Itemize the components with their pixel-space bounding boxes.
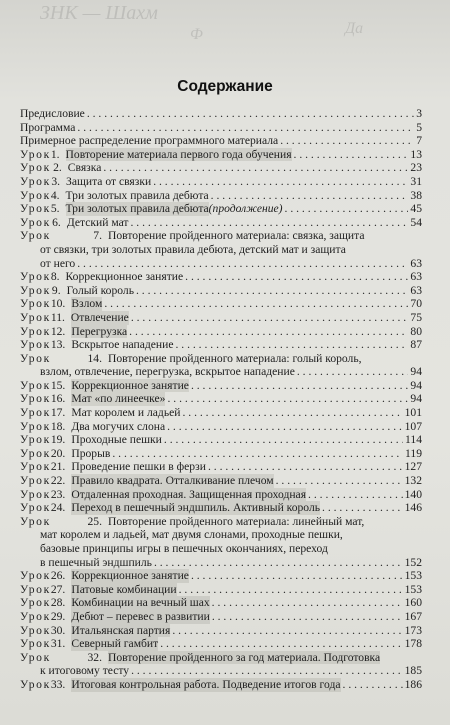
dot-leader — [280, 134, 414, 148]
entry-title: Связка — [67, 161, 102, 175]
entry-title: Патовые комбинации — [71, 582, 177, 596]
lesson-number: 1. — [50, 147, 60, 161]
toc-entry-continuation — [20, 664, 422, 678]
toc-entry-line — [20, 352, 422, 366]
page-number: 173 — [404, 623, 422, 637]
entry-title: Проведение пешки в ферзи — [71, 460, 206, 474]
page-number: 75 — [410, 310, 422, 324]
lesson-number: 15. — [50, 378, 66, 392]
toc-entry — [20, 121, 422, 135]
toc-entry-continuation — [20, 528, 422, 542]
lesson-number: 26. — [50, 569, 66, 583]
lesson-number: 9. — [51, 283, 61, 297]
entry-title: Мат королем и ладьей — [71, 406, 181, 420]
lesson-label: Урок — [20, 161, 51, 175]
toc-entry — [20, 161, 422, 175]
dot-leader — [175, 338, 408, 352]
toc-entry-line — [20, 216, 422, 230]
lesson-number: 14. — [87, 351, 102, 365]
lesson-number: 16. — [50, 392, 66, 406]
dot-leader — [208, 460, 403, 474]
toc-entry-line — [20, 515, 422, 529]
toc-entry — [20, 352, 422, 379]
toc-entry — [20, 515, 422, 569]
entry-title: Переход в пешечный эндшпиль. Активный король — [71, 501, 321, 515]
entry-title: Повторение материала первого года обучения — [65, 147, 292, 161]
entry-title-continuation: от связки, три золотых правила дебюта, детский мат и защита — [40, 242, 346, 256]
entry-title-continuation: базовые принципы игры в пешечных окончаниях, переход — [40, 542, 328, 555]
entry-title: Два могучих слона — [71, 419, 166, 433]
toc-entry-line — [20, 189, 422, 203]
dot-leader — [185, 270, 408, 284]
lesson-number: 13. — [50, 338, 66, 352]
toc-entry-line — [20, 338, 422, 352]
bleed-text-a: ЗНК — Шахм — [40, 2, 158, 24]
dot-leader — [212, 610, 403, 624]
toc-entry — [20, 651, 422, 678]
toc-entry — [20, 148, 422, 162]
entry-title: Вскрытое нападение — [71, 338, 174, 352]
dot-leader — [77, 257, 408, 271]
toc-entry-line — [20, 229, 422, 243]
dot-leader — [112, 447, 403, 461]
toc-entry — [20, 175, 422, 189]
page-number: 94 — [410, 365, 422, 379]
toc-entry-line — [20, 175, 422, 189]
toc-entry-line — [20, 325, 422, 339]
toc-entry — [20, 460, 422, 474]
bleed-text-b: Ф — [190, 26, 203, 43]
entry-title: Предисловие — [20, 107, 85, 120]
toc-entry — [20, 420, 422, 434]
lesson-label: Урок — [20, 596, 51, 610]
toc-entry — [20, 583, 422, 597]
toc-entry-continuation — [20, 556, 422, 570]
page-number: 178 — [404, 637, 422, 651]
toc-entry — [20, 569, 422, 583]
toc-entry-line — [20, 678, 422, 692]
toc-entry-line — [20, 202, 422, 216]
toc-entry-line — [20, 474, 422, 488]
dot-leader — [154, 556, 403, 570]
toc-entry — [20, 433, 422, 447]
dot-leader — [131, 311, 409, 325]
lesson-label: Урок — [20, 297, 51, 311]
lesson-label: Урок — [20, 283, 51, 297]
lesson-label: Урок — [20, 623, 51, 637]
entry-title: Повторение пройденного материала: связка, защита — [108, 229, 365, 243]
toc-entry-line — [20, 596, 422, 610]
lesson-number: 8. — [50, 270, 60, 284]
entry-title: Защита от связки — [66, 174, 152, 188]
dot-leader — [294, 148, 409, 162]
dot-leader — [167, 420, 403, 434]
page-number: 186 — [404, 677, 422, 691]
page-number: 87 — [410, 338, 422, 352]
dot-leader — [276, 474, 403, 488]
lesson-label: Урок — [20, 351, 51, 365]
toc-entry-line — [20, 134, 422, 148]
entry-title: Повторение пройденного материала: голый король, — [108, 351, 362, 365]
lesson-number: 24. — [50, 501, 66, 515]
toc-entry-line — [20, 284, 422, 298]
toc-entry-line — [20, 460, 422, 474]
dot-leader — [211, 189, 409, 203]
entry-title-continuation: к итоговому тесту — [40, 664, 130, 678]
lesson-label: Урок — [20, 406, 51, 420]
lesson-number: 28. — [50, 596, 66, 610]
lesson-label: Урок — [20, 501, 51, 515]
page-number: 45 — [410, 202, 422, 216]
dot-leader — [172, 624, 402, 638]
dot-leader — [103, 161, 408, 175]
entry-title-extra: (продолжение) — [208, 202, 283, 216]
lesson-number: 21. — [50, 460, 66, 474]
toc-entry-line — [20, 148, 422, 162]
toc-entry-line — [20, 270, 422, 284]
toc-entry-line — [20, 161, 422, 175]
toc-entry-line — [20, 297, 422, 311]
entry-title-continuation: от него — [40, 256, 76, 270]
lesson-label: Урок — [20, 609, 51, 623]
dot-leader — [167, 392, 408, 406]
dot-leader — [285, 202, 409, 216]
toc-entry — [20, 392, 422, 406]
page-number: 54 — [410, 215, 422, 229]
lesson-label: Урок — [20, 582, 51, 596]
toc-entry — [20, 501, 422, 515]
lesson-number: 12. — [50, 324, 66, 338]
toc-entry-line — [20, 379, 422, 393]
entry-title: Коррекционное занятие — [71, 378, 189, 392]
lesson-label: Урок — [20, 215, 51, 229]
lesson-label: Урок — [20, 460, 51, 474]
page-number: 185 — [404, 664, 422, 678]
toc-entry-line — [20, 569, 422, 583]
page-number: 101 — [404, 406, 422, 420]
entry-title: Примерное распределение программного материала — [20, 134, 279, 148]
toc-entry-line — [20, 392, 422, 406]
lesson-label: Урок — [20, 324, 51, 338]
lesson-number: 2. — [53, 161, 62, 175]
page-number: 132 — [404, 474, 422, 488]
entry-title: Прорыв — [71, 446, 111, 460]
dot-leader — [153, 175, 408, 189]
lesson-label: Урок — [20, 650, 51, 664]
lesson-number: 22. — [50, 474, 66, 488]
dot-leader — [322, 501, 403, 515]
page-number: 107 — [404, 419, 422, 433]
toc-entry-continuation — [20, 365, 422, 379]
lesson-number: 11. — [50, 310, 65, 324]
toc-entry — [20, 216, 422, 230]
toc-entry — [20, 637, 422, 651]
lesson-number: 33. — [50, 677, 66, 691]
entry-title: Комбинации на вечный шах — [71, 596, 210, 610]
toc-entry — [20, 325, 422, 339]
page-number: 153 — [404, 569, 422, 583]
toc-entry-line — [20, 447, 422, 461]
page-number: 63 — [410, 256, 422, 270]
lesson-label: Урок — [20, 338, 51, 352]
lesson-label: Урок — [20, 419, 51, 433]
toc-entry — [20, 474, 422, 488]
lesson-label: Урок — [20, 229, 51, 243]
toc-entry — [20, 229, 422, 270]
page-number: 31 — [410, 174, 422, 188]
toc-entry-line — [20, 501, 422, 515]
entry-title: Правило квадрата. Отталкивание плечом — [71, 474, 274, 488]
lesson-number: 25. — [87, 514, 102, 528]
page-number: 23 — [410, 161, 422, 175]
page-number: 38 — [410, 188, 422, 202]
dot-leader — [179, 583, 403, 597]
toc-entry — [20, 270, 422, 284]
entry-title: Дебют – перевес в развитии — [71, 609, 210, 623]
lesson-number: 20. — [50, 446, 66, 460]
toc-entry — [20, 447, 422, 461]
dot-leader — [104, 297, 408, 311]
dot-leader — [191, 569, 403, 583]
lesson-label: Урок — [20, 202, 51, 216]
lesson-label: Урок — [20, 188, 51, 202]
entry-title-continuation: мат королем и ладьей, мат двумя слонами, проходные пешки, — [40, 528, 343, 542]
page-number: 94 — [410, 392, 422, 406]
toc-entry — [20, 379, 422, 393]
toc-entry-line — [20, 651, 422, 665]
entry-title: Северный гамбит — [71, 637, 159, 651]
entry-title: Отдаленная проходная. Защищенная проходная — [71, 487, 307, 501]
lesson-label: Урок — [20, 474, 51, 488]
lesson-number: 6. — [52, 215, 61, 229]
page-number: 146 — [404, 501, 422, 515]
page-number: 13 — [410, 147, 422, 161]
page-number: 3 — [416, 107, 422, 120]
lesson-label: Урок — [20, 147, 51, 161]
toc-entry — [20, 311, 422, 325]
entry-title: Три золотых правила дебюта — [65, 188, 209, 202]
toc-entry — [20, 202, 422, 216]
toc-entry-line — [20, 121, 422, 135]
toc-entry — [20, 624, 422, 638]
entry-title: Повторение пройденного материала: линейный мат, — [108, 514, 365, 528]
dot-leader — [297, 365, 409, 379]
toc-entry — [20, 488, 422, 502]
toc-entry — [20, 406, 422, 420]
dot-leader — [131, 216, 409, 230]
lesson-number: 19. — [50, 433, 66, 447]
page-number: 63 — [410, 283, 422, 297]
lesson-label: Урок — [20, 487, 51, 501]
toc-entry — [20, 678, 422, 692]
lesson-number: 31. — [50, 637, 66, 651]
toc-entry-line — [20, 107, 422, 121]
dot-leader — [129, 325, 408, 339]
entry-title: Повторение пройденного за год материала. Подготовка — [108, 650, 381, 664]
entry-title: Коррекционное занятие — [65, 270, 184, 284]
bleed-text-c: Да — [345, 20, 364, 37]
dot-leader — [343, 678, 403, 692]
entry-title: Проходные пешки — [71, 433, 162, 447]
toc-entry-line — [20, 610, 422, 624]
entry-title: Голый король — [66, 283, 134, 297]
lesson-label: Урок — [20, 270, 51, 284]
toc-entry — [20, 338, 422, 352]
toc-entry-line — [20, 406, 422, 420]
entry-title: Итоговая контрольная работа. Подведение итогов года — [71, 677, 341, 691]
entry-title: Три золотых правила дебюта — [65, 202, 209, 216]
lesson-number: 7. — [93, 229, 102, 243]
table-of-contents — [20, 107, 422, 692]
lesson-label: Урок — [20, 174, 51, 188]
dot-leader — [212, 596, 403, 610]
toc-entry-line — [20, 420, 422, 434]
lesson-label: Урок — [20, 433, 51, 447]
lesson-number: 4. — [50, 188, 60, 202]
entry-title: Мат «по линеечке» — [71, 392, 166, 406]
toc-entry-line — [20, 488, 422, 502]
toc-entry — [20, 610, 422, 624]
toc-entry — [20, 134, 422, 148]
dot-leader — [131, 664, 403, 678]
lesson-label: Урок — [20, 569, 51, 583]
toc-entry — [20, 284, 422, 298]
toc-entry — [20, 596, 422, 610]
lesson-label: Урок — [20, 677, 51, 691]
entry-title: Перегрузка — [71, 324, 128, 338]
toc-entry-line — [20, 624, 422, 638]
page-number: 7 — [416, 134, 422, 148]
dot-leader — [182, 406, 402, 420]
lesson-label: Урок — [20, 446, 51, 460]
toc-entry-continuation — [20, 257, 422, 271]
lesson-label: Урок — [20, 378, 51, 392]
dot-leader — [164, 433, 403, 447]
toc-entry-line — [20, 583, 422, 597]
lesson-number: 17. — [50, 406, 66, 420]
toc-entry — [20, 297, 422, 311]
page-number: 160 — [404, 596, 422, 610]
entry-title: Программа — [20, 120, 76, 134]
toc-entry-line — [20, 433, 422, 447]
page-number: 114 — [405, 433, 422, 447]
dot-leader — [160, 637, 402, 651]
entry-title: Итальянская партия — [71, 623, 171, 637]
page-number: 140 — [404, 487, 422, 501]
lesson-label: Урок — [20, 637, 51, 651]
toc-entry-line — [20, 311, 422, 325]
toc-heading: Содержание — [177, 78, 273, 95]
page-number: 127 — [404, 460, 422, 474]
toc-entry — [20, 107, 422, 121]
page-number: 153 — [404, 582, 422, 596]
dot-leader — [136, 284, 408, 298]
lesson-label: Урок — [20, 392, 51, 406]
lesson-number: 18. — [50, 419, 66, 433]
entry-title: Взлом — [71, 297, 103, 311]
page-number: 5 — [416, 120, 422, 134]
lesson-number: 32. — [87, 650, 102, 664]
dot-leader — [191, 379, 408, 393]
entry-title-continuation: в пешечный эндшпиль — [40, 555, 152, 569]
page-number: 80 — [410, 324, 422, 338]
dot-leader — [308, 488, 403, 502]
toc-entry-continuation — [20, 542, 422, 556]
lesson-label: Урок — [20, 310, 51, 324]
entry-title-continuation: взлом, отвлечение, перегрузка, вскрытое нападение — [40, 365, 295, 379]
toc-entry — [20, 189, 422, 203]
page-number: 63 — [410, 270, 422, 284]
page-number: 70 — [410, 297, 422, 311]
page-number: 152 — [404, 555, 422, 569]
entry-title: Детский мат — [66, 215, 129, 229]
page-number: 119 — [405, 446, 422, 460]
lesson-number: 5. — [50, 202, 60, 216]
lesson-number: 3. — [51, 174, 61, 188]
toc-entry-line — [20, 637, 422, 651]
entry-title: Отвлечение — [70, 310, 129, 324]
lesson-number: 10. — [50, 297, 66, 311]
dot-leader — [77, 121, 414, 135]
page-number: 167 — [404, 609, 422, 623]
entry-title: Коррекционное занятие — [71, 569, 189, 583]
dot-leader — [87, 107, 414, 121]
page-number: 94 — [410, 378, 422, 392]
lesson-number: 29. — [50, 609, 66, 623]
lesson-label: Урок — [20, 514, 51, 528]
lesson-number: 27. — [50, 582, 66, 596]
toc-entry-continuation — [20, 243, 422, 257]
lesson-number: 30. — [50, 623, 66, 637]
lesson-number: 23. — [50, 487, 66, 501]
